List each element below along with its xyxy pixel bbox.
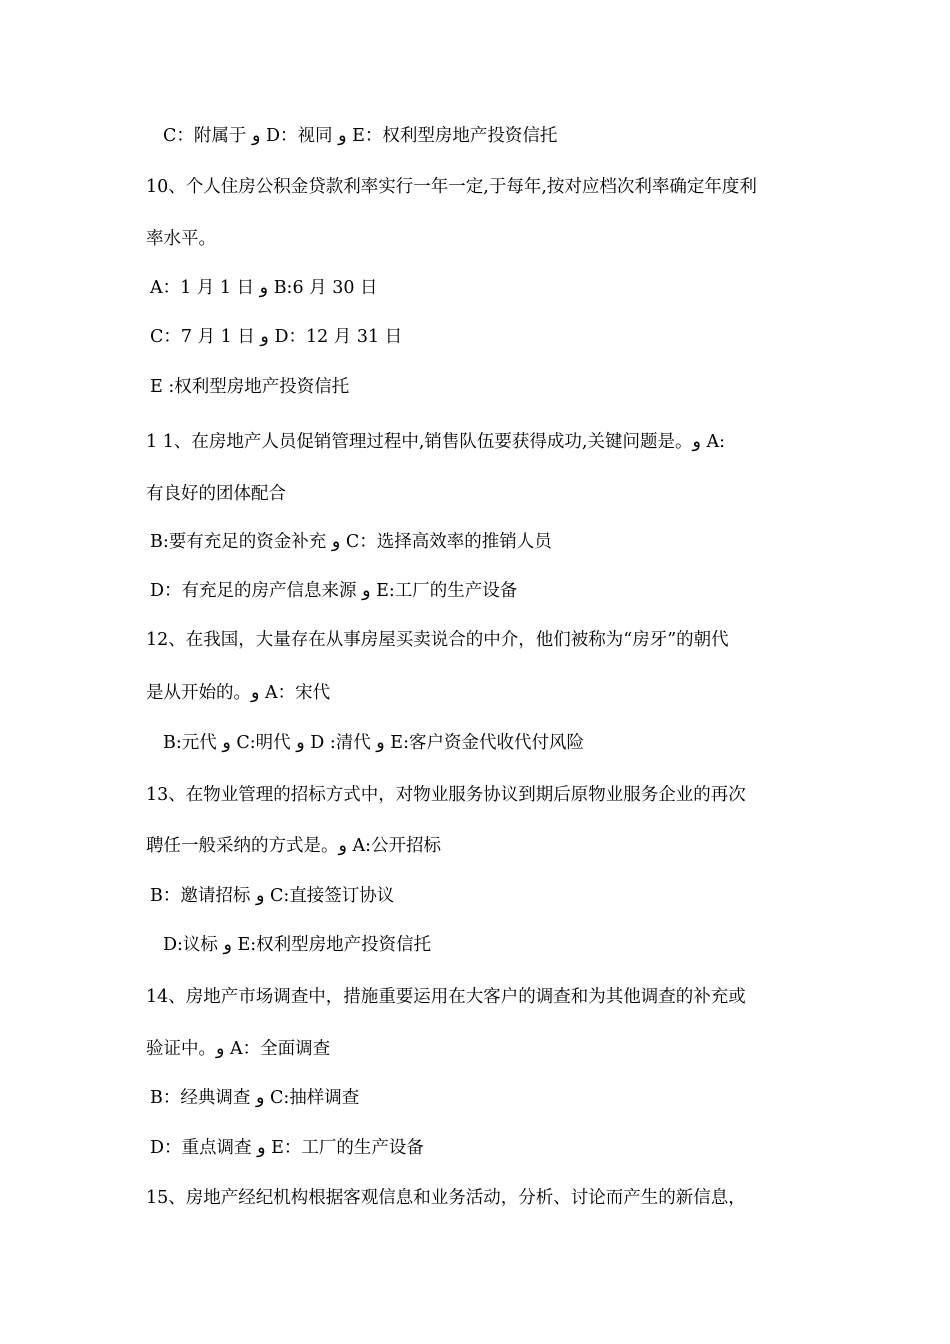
- question-12-continued: 是从开始的。و A：宋代: [146, 683, 331, 703]
- question-15: 15、房地产经纪机构根据客观信息和业务活动，分析、讨论而产生的新信息，: [146, 1188, 746, 1208]
- question-13: 13、在物业管理的招标方式中，对物业服务协议到期后原物业服务企业的再次: [146, 785, 746, 805]
- question-10-continued: 率水平。: [146, 229, 216, 249]
- question-11-continued: 有良好的团体配合: [146, 484, 286, 504]
- question-11: 1 1、在房地产人员促销管理过程中,销售队伍要获得成功,关键问题是。و A:: [146, 432, 726, 452]
- option-line-q10-ab: A：1 月 1 日 و B:6 月 30 日: [150, 278, 378, 298]
- question-14-continued: 验证中。و A：全面调查: [146, 1039, 331, 1059]
- option-line-q11-de: D：有充足的房产信息来源 و E:工厂的生产设备: [150, 581, 518, 601]
- question-10: 10、个人住房公积金贷款利率实行一年一定,于每年,按对应档次利率确定年度利: [146, 177, 757, 197]
- option-line-q9-cde: C：附属于 و D：视同 و E：权利型房地产投资信托: [163, 126, 558, 146]
- option-line-q10-cd: C：7 月 1 日 و D：12 月 31 日: [150, 327, 403, 347]
- option-line-q13-de: D:议标 و E:权利型房地产投资信托: [163, 935, 432, 955]
- option-line-q13-bc: B：邀请招标 و C:直接签订协议: [150, 886, 395, 906]
- option-line-q10-e: E :权利型房地产投资信托: [150, 377, 350, 397]
- option-line-q14-bc: B：经典调查 و C:抽样调查: [150, 1088, 360, 1108]
- question-12: 12、在我国，大量存在从事房屋买卖说合的中介，他们被称为“房牙”的朝代: [146, 630, 729, 650]
- option-line-q14-de: D：重点调查 و E：工厂的生产设备: [150, 1138, 424, 1158]
- option-line-q11-bc: B:要有充足的资金补充 و C：选择高效率的推销人员: [150, 532, 552, 552]
- option-line-q12-bcde: B:元代 و C:明代 و D :清代 و E:客户资金代收代付风险: [163, 733, 584, 753]
- question-13-continued: 聘任一般采纳的方式是。و A:公开招标: [146, 836, 442, 856]
- question-14: 14、房地产市场调查中，措施重要运用在大客户的调查和为其他调查的补充或: [146, 987, 746, 1007]
